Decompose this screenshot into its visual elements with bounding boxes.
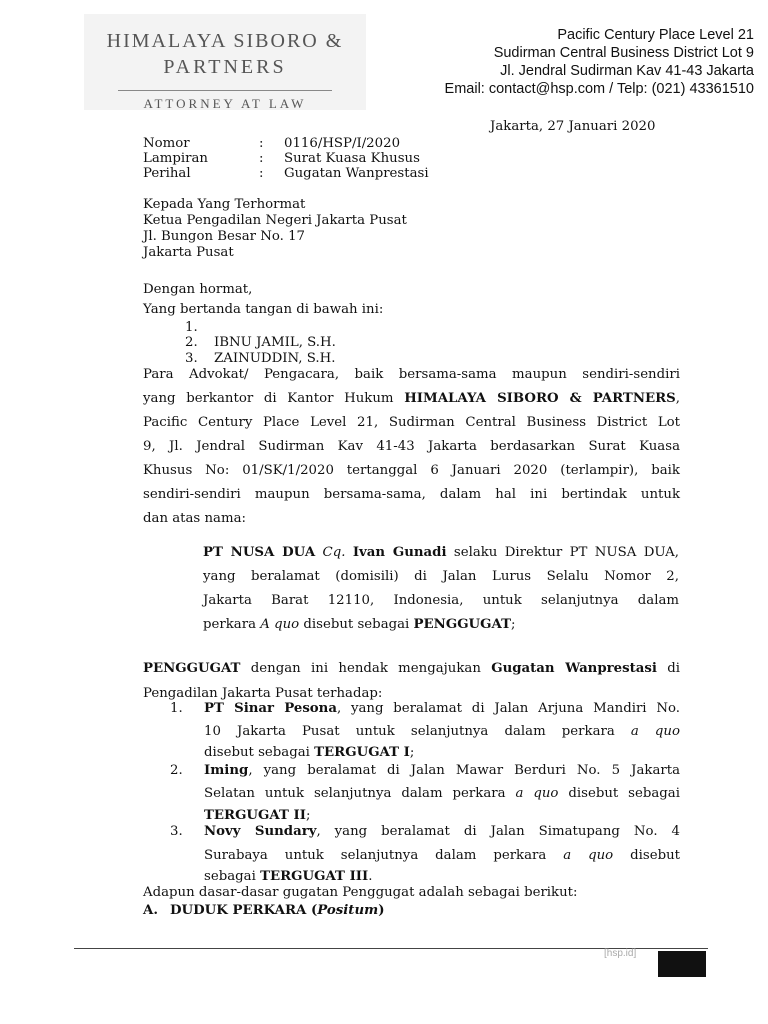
body-paragraph-line: 9, Jl. Jendral Sudirman Kav 41-43 Jakarta berdasarkan Surat Kuasa <box>143 439 680 454</box>
client-line: perkara A quo disebut sebagai PENGGUGAT; <box>203 617 516 632</box>
client-line: Jakarta Barat 12110, Indonesia, untuk selanjutnya dalam <box>203 593 679 608</box>
contact-address-line1: Pacific Century Place Level 21 <box>557 27 754 43</box>
meta-colon: : <box>259 151 264 166</box>
footer-page-box <box>658 951 706 977</box>
recipient-line: Kepada Yang Terhormat <box>143 197 306 212</box>
client-line: yang beralamat (domisili) di Jalan Lurus Selalu Nomor 2, <box>203 569 679 584</box>
body-paragraph-line: yang berkantor di Kantor Hukum HIMALAYA SIBORO & PARTNERS, <box>143 391 680 406</box>
meta-label-lampiran: Lampiran <box>143 151 208 166</box>
defendant-line: Iming, yang beralamat di Jalan Mawar Berduri No. 5 Jakarta <box>204 763 680 778</box>
defendant-line: PT Sinar Pesona, yang beralamat di Jalan Arjuna Mandiri No. <box>204 701 680 716</box>
signatory-number: 2. <box>185 335 198 350</box>
defendant-line: Novy Sundary, yang beralamat di Jalan Simatupang No. 4 <box>204 824 681 839</box>
contact-email-phone: Email: contact@hsp.com / Telp: (021) 43361510 <box>444 81 754 97</box>
defendant-number: 3. <box>170 824 183 839</box>
greeting: Dengan hormat, <box>143 282 253 297</box>
footer-site-label: [hsp.id] <box>604 948 637 959</box>
defendant-line: Surabaya untuk selanjutnya dalam perkara a quo disebut <box>204 848 680 863</box>
defendant-line: 10 Jakarta Pusat untuk selanjutnya dalam perkara a quo <box>204 724 680 739</box>
section-heading: DUDUK PERKARA (Positum) <box>170 903 385 918</box>
recipient-line: Jl. Bungon Besar No. 17 <box>143 229 305 244</box>
contact-block <box>445 26 754 98</box>
signatories-intro: Yang bertanda tangan di bawah ini: <box>143 302 384 317</box>
client-line: PT NUSA DUA Cq. Ivan Gunadi selaku Direktur PT NUSA DUA, <box>203 545 679 560</box>
logo-divider <box>118 90 332 91</box>
body-paragraph-line: Pengadilan Jakarta Pusat terhadap: <box>143 686 383 701</box>
signatory-name: ZAINUDDIN, S.H. <box>214 351 336 366</box>
body-paragraph-line: dan atas nama: <box>143 511 246 526</box>
contact-address-line2: Sudirman Central Business District Lot 9 <box>493 45 754 61</box>
logo-firm-name-line1: HIMALAYA SIBORO & <box>106 30 344 52</box>
recipient-line: Ketua Pengadilan Negeri Jakarta Pusat <box>143 213 407 228</box>
body-paragraph-line: Khusus No: 01/SK/1/2020 tertanggal 6 Januari 2020 (terlampir), baik <box>143 463 680 478</box>
firm-logo <box>84 14 366 110</box>
signatory-number: 3. <box>185 351 198 366</box>
defendant-line: TERGUGAT II; <box>204 808 311 823</box>
defendant-line: disebut sebagai TERGUGAT I; <box>204 745 415 760</box>
meta-value-nomor: 0116/HSP/I/2020 <box>284 136 401 151</box>
meta-label-perihal: Perihal <box>143 166 191 181</box>
basis-intro: Adapun dasar-dasar gugatan Penggugat adalah sebagai berikut: <box>143 885 578 900</box>
body-paragraph-line: Para Advokat/ Pengacara, baik bersama-sama maupun sendiri-sendiri <box>143 367 680 382</box>
logo-tagline: ATTORNEY AT LAW <box>143 96 307 111</box>
meta-value-lampiran: Surat Kuasa Khusus <box>284 151 420 166</box>
defendant-line: Selatan untuk selanjutnya dalam perkara a quo disebut sebagai <box>204 786 680 801</box>
letter-date: Jakarta, 27 Januari 2020 <box>490 119 656 134</box>
meta-label-nomor: Nomor <box>143 136 190 151</box>
contact-address-line3: Jl. Jendral Sudirman Kav 41-43 Jakarta <box>500 63 754 79</box>
defendant-line: sebagai TERGUGAT III. <box>204 869 373 884</box>
body-paragraph-line: Pacific Century Place Level 21, Sudirman Central Business District Lot <box>143 415 680 430</box>
defendant-number: 1. <box>170 701 183 716</box>
body-paragraph-line: PENGGUGAT dengan ini hendak mengajukan Gugatan Wanprestasi di <box>143 661 680 676</box>
meta-colon: : <box>259 166 264 181</box>
section-number: A. <box>143 903 158 918</box>
signatory-name: IBNU JAMIL, S.H. <box>214 335 336 350</box>
recipient-line: Jakarta Pusat <box>143 245 234 260</box>
signatory-number: 1. <box>185 320 198 335</box>
meta-colon: : <box>259 136 264 151</box>
body-paragraph-line: sendiri-sendiri maupun bersama-sama, dalam hal ini bertindak untuk <box>143 487 680 502</box>
meta-value-perihal: Gugatan Wanprestasi <box>284 166 429 181</box>
logo-firm-name-line2: PARTNERS <box>163 56 287 78</box>
defendant-number: 2. <box>170 763 183 778</box>
